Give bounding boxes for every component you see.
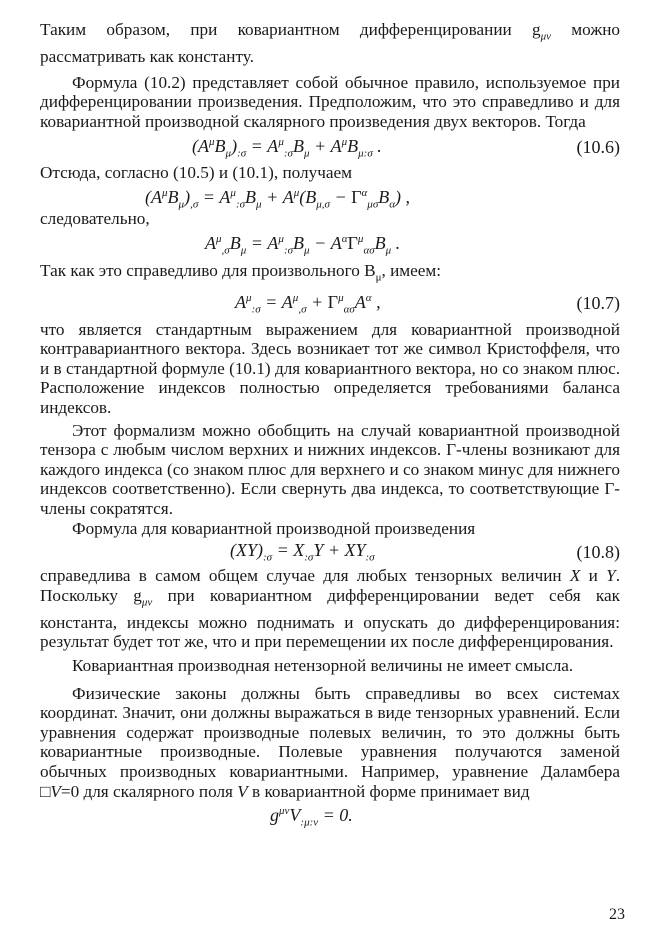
paragraph-4: следовательно, bbox=[40, 209, 150, 228]
paragraph-3: Отсюда, согласно (10.5) и (10.1), получаем bbox=[40, 163, 352, 183]
equation-10-8: $(XY)_{:\sigma} = X_{:\sigma}Y + XY_{:\sigma}$ (10.8) bbox=[230, 540, 620, 564]
paragraph-7: Этот формализм можно обобщить на случай ковариантной производной тензора с любым числом верхних и нижних индексов. Г-члены возникают для каждого индекса (со знаком плюс для верхнего и со знаком минус для нижнего индексов соответственно). Если свернуть два индекса, то соответствующие Г-члены сократятся. bbox=[40, 420, 620, 518]
paragraph-1: Таким образом, при ковариантном дифференцировании $g_{\mu\nu}$ можно рассматривать как константу. bbox=[40, 20, 620, 67]
paragraph-9: справедлива в самом общем случае для любых тензорных величин X и Y. Поскольку $g_{\mu\nu}$ при ковариантном дифференцировании ведет себя как константа, индексы можно поднимать и опускать до дифференцирования: результат будет тот же, что и при перемещении их после дифференцирования. bbox=[40, 566, 620, 652]
equation-last: $g^{\mu\nu}V_{:\mu:\nu} = 0$. bbox=[270, 805, 353, 829]
paragraph-8: Формула для ковариантной производной произведения bbox=[72, 518, 476, 538]
paragraph-2: Формула (10.2) представляет собой обычное правило, используемое при дифференцировании произведения. Предположим, что это справедливо и для ковариантной производной скалярного произведения двух векторов. Тогда bbox=[40, 72, 620, 131]
equation-number-10-8: (10.8) bbox=[576, 541, 620, 562]
page-number: 23 bbox=[609, 906, 625, 923]
equation-b: $A^\mu_{,\sigma}B_\mu = A^\mu_{:\sigma}B_\mu - A^\alpha\Gamma^\mu_{\alpha\sigma}B_\mu$ . bbox=[205, 232, 401, 257]
equation-number-10-7: (10.7) bbox=[576, 293, 620, 314]
equation-10-6: $(A^\mu B_\mu)_{:\sigma} = A^\mu_{:\sigma}B_\mu + A^\mu B_{\mu:\sigma}$ . (10.6) bbox=[192, 135, 620, 160]
equation-number-10-6: (10.6) bbox=[576, 136, 620, 157]
paragraph-11: Физические законы должны быть справедливы во всех системах координат. Значит, они должны выражаться в виде тензорных уравнений. Если уравнения содержат производные полевых величин, то это должны быть ковариантные производные. Полевые уравнения получаются заменой обычных производных ковариантными. Например, уравнение Даламбера □V=0 для скалярного поля V в ковариантной форме принимает вид bbox=[40, 683, 620, 801]
equation-10-7: $A^\mu_{:\sigma} = A^\mu_{,\sigma} + \Gamma^\mu_{\alpha\sigma}A^\alpha$ , (10.7) bbox=[235, 291, 620, 316]
paragraph-5: Так как это справедливо для произвольного $B_\mu$, имеем: bbox=[40, 260, 442, 284]
paragraph-6: что является стандартным выражением для ковариантной производной контравариантного вектора. Здесь возникает тот же символ Кристоффеля, что и в стандартной формуле (10.1) для ковариантного вектора, но со знаком плюс. Расположение индексов полностью определяется требованиями баланса индексов. bbox=[40, 319, 620, 417]
equation-a: $(A^\mu B_\mu)_{,\sigma} = A^\mu_{:\sigma}B_\mu + A^\mu(B_{\mu,\sigma} - \Gamma^\alpha_{\mu\sigma}B_\alpha)$ , bbox=[145, 187, 411, 211]
p1-sub: μν bbox=[540, 30, 552, 43]
paragraph-10: Ковариантная производная нетензорной величины не имеет смысла. bbox=[72, 655, 574, 675]
page-body bbox=[40, 20, 620, 833]
